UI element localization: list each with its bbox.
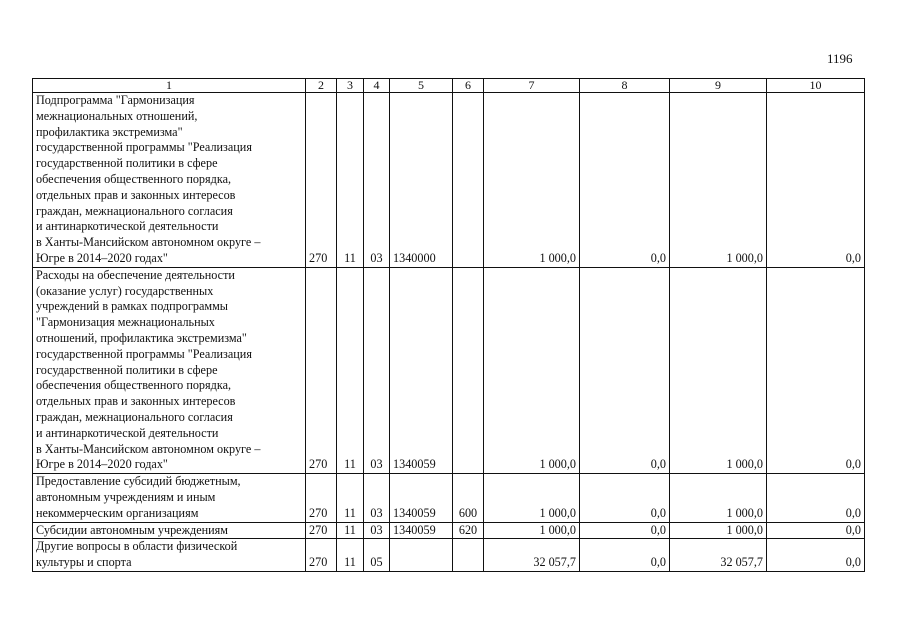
header-cell: 6 — [453, 79, 484, 93]
amount-col10: 0,0 — [767, 522, 865, 539]
amount-total: 1 000,0 — [484, 522, 580, 539]
header-cell: 8 — [580, 79, 670, 93]
amount-col9: 1 000,0 — [670, 522, 767, 539]
amount-col8: 0,0 — [580, 93, 670, 268]
ministry-code: 270 — [306, 474, 337, 522]
target-code: 1340059 — [390, 267, 453, 473]
header-cell: 5 — [390, 79, 453, 93]
expense-type-code — [453, 267, 484, 473]
amount-col8: 0,0 — [580, 522, 670, 539]
target-code: 1340059 — [390, 474, 453, 522]
subsection-code: 03 — [364, 93, 390, 268]
expense-type-code: 600 — [453, 474, 484, 522]
ministry-code: 270 — [306, 539, 337, 572]
amount-col10: 0,0 — [767, 267, 865, 473]
table-row — [33, 539, 865, 572]
header-cell: 9 — [670, 79, 767, 93]
target-code: 1340059 — [390, 522, 453, 539]
header-cell: 3 — [337, 79, 364, 93]
amount-col9: 1 000,0 — [670, 93, 767, 268]
header-cell: 10 — [767, 79, 865, 93]
header-cell: 2 — [306, 79, 337, 93]
header-cell: 1 — [33, 79, 306, 93]
amount-total: 1 000,0 — [484, 93, 580, 268]
amount-col9: 32 057,7 — [670, 539, 767, 572]
ministry-code: 270 — [306, 267, 337, 473]
table-row — [33, 474, 865, 522]
ministry-code: 270 — [306, 93, 337, 268]
header-cell: 4 — [364, 79, 390, 93]
header-cell: 7 — [484, 79, 580, 93]
header-row — [33, 79, 865, 93]
section-code: 11 — [337, 93, 364, 268]
amount-col10: 0,0 — [767, 474, 865, 522]
amount-total: 1 000,0 — [484, 474, 580, 522]
amount-col8: 0,0 — [580, 539, 670, 572]
amount-total: 32 057,7 — [484, 539, 580, 572]
row-description: Расходы на обеспечение деятельности (оказание услуг) государственных учреждений в рамках подпрограммы "Гармонизация межнациональных отношений, профилактика экстремизма" государственной программы "Реализация государственной политики в сфере обеспечения общественного порядка, отдельных прав и законных интересов граждан, межнационального согласия и антинаркотической деятельности в Ханты-Мансийском автономном округе – Югре в 2014–2020 годах" — [33, 267, 306, 473]
subsection-code: 03 — [364, 267, 390, 473]
amount-col9: 1 000,0 — [670, 474, 767, 522]
amount-total: 1 000,0 — [484, 267, 580, 473]
row-description: Другие вопросы в области физической культуры и спорта — [33, 539, 306, 572]
table-row — [33, 522, 865, 539]
amount-col8: 0,0 — [580, 474, 670, 522]
table-row — [33, 93, 865, 268]
section-code: 11 — [337, 267, 364, 473]
ministry-code: 270 — [306, 522, 337, 539]
subsection-code: 03 — [364, 474, 390, 522]
row-description: Подпрограмма "Гармонизация межнациональных отношений, профилактика экстремизма" государственной программы "Реализация государственной политики в сфере обеспечения общественного порядка, отдельных прав и законных интересов граждан, межнационального согласия и антинаркотической деятельности в Ханты-Мансийском автономном округе – Югре в 2014–2020 годах" — [33, 93, 306, 268]
budget-table — [32, 78, 865, 572]
section-code: 11 — [337, 522, 364, 539]
amount-col10: 0,0 — [767, 539, 865, 572]
subsection-code: 05 — [364, 539, 390, 572]
target-code: 1340000 — [390, 93, 453, 268]
row-description: Предоставление субсидий бюджетным, автономным учреждениям и иным некоммерческим организациям — [33, 474, 306, 522]
amount-col9: 1 000,0 — [670, 267, 767, 473]
amount-col8: 0,0 — [580, 267, 670, 473]
amount-col10: 0,0 — [767, 93, 865, 268]
expense-type-code: 620 — [453, 522, 484, 539]
subsection-code: 03 — [364, 522, 390, 539]
section-code: 11 — [337, 474, 364, 522]
target-code — [390, 539, 453, 572]
expense-type-code — [453, 93, 484, 268]
row-description: Субсидии автономным учреждениям — [33, 522, 306, 539]
table-row — [33, 267, 865, 473]
expense-type-code — [453, 539, 484, 572]
page-number: 1196 — [827, 51, 853, 66]
section-code: 11 — [337, 539, 364, 572]
